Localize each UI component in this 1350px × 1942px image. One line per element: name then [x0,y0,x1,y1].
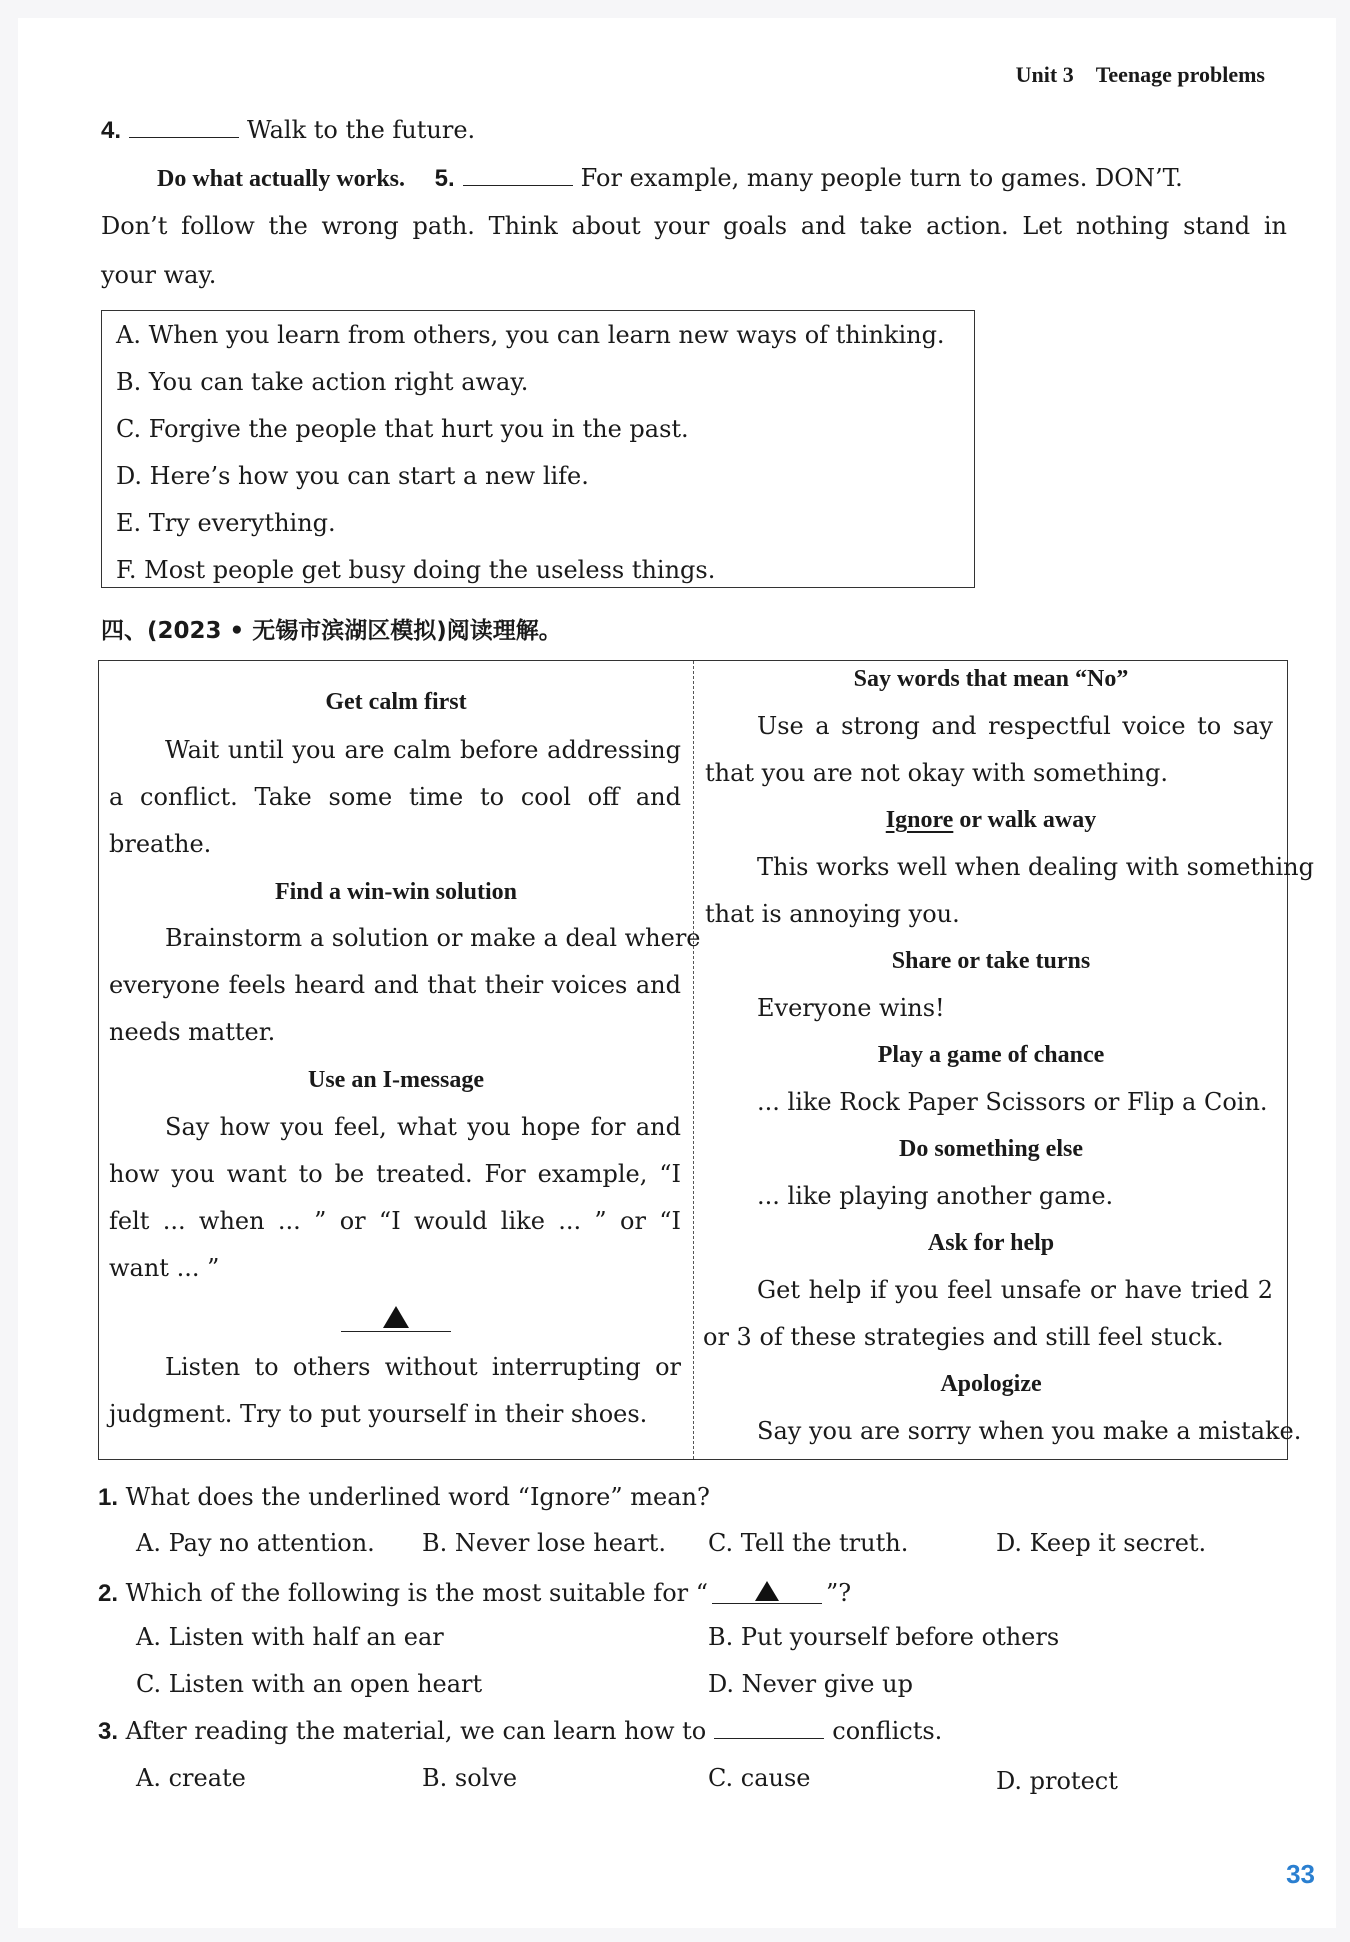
text-line: Get help if you feel unsafe or have tried 2 [757,1276,1273,1304]
text-line: breathe. [109,830,212,858]
text-line: Use a strong and respectful voice to say [757,712,1273,740]
text-line: ... like Rock Paper Scissors or Flip a Coin. [757,1088,1268,1116]
q3-choice-b: B. solve [422,1764,518,1792]
item-5-number: 5. [434,165,455,192]
heading-ask-help: Ask for help [927,1230,1055,1256]
text-line: Say you are sorry when you make a mistake. [757,1417,1302,1445]
item-5-line [157,163,1183,194]
text-line: that is annoying you. [705,900,960,928]
option-c: C. Forgive the people that hurt you in the past. [116,415,689,443]
answer-blank-5 [463,184,573,186]
heading-share: Share or take turns [891,948,1091,974]
heading-i-message: Use an I-message [308,1067,484,1093]
q1-choice-b: B. Never lose heart. [422,1529,666,1557]
unit-title: Teenage problems [1095,62,1265,87]
q2-choice-b: B. Put yourself before others [708,1623,1060,1651]
item-4-text: Walk to the future. [247,116,476,144]
heading-apologize: Apologize [940,1371,1042,1397]
text-line: everyone feels heard and that their voices and [109,971,681,999]
q1-choice-c: C. Tell the truth. [708,1529,909,1557]
underlined-word-ignore: Ignore [885,807,954,833]
heading-something-else: Do something else [899,1136,1083,1162]
q2-choice-c: C. Listen with an open heart [136,1670,483,1698]
q3-choice-c: C. cause [708,1764,811,1792]
question-3-number: 3. [98,1718,119,1745]
item-5-text: For example, many people turn to games. DON’T. [580,164,1183,192]
section-4-heading: 四、(2023 • 无锡市滨湖区模拟)阅读理解。 [101,618,562,644]
para-bold-lead: Do what actually works. [157,166,406,192]
question-2-text: Which of the following is the most suitable for “ [125,1579,709,1607]
question-2 [98,1575,851,1609]
para-line-2: Don’t follow the wrong path. Think about your goals and take action. Let nothing stand in [101,212,1287,240]
heading-game-of-chance: Play a game of chance [877,1042,1105,1068]
q2-choice-a: A. Listen with half an ear [136,1623,444,1651]
question-3 [98,1716,942,1747]
column-divider [693,661,694,1459]
answer-blank-q3 [714,1737,824,1739]
triangle-blank [341,1299,451,1332]
question-3-text-end: conflicts. [832,1717,943,1745]
option-f: F. Most people get busy doing the useless things. [116,556,716,584]
passage-box [98,660,1315,1460]
text-line: felt ... when ... ” or “I would like ... ” or “I [109,1207,681,1235]
question-1 [98,1482,710,1513]
triangle-icon [383,1306,409,1328]
option-b: B. You can take action right away. [116,368,529,396]
question-3-text: After reading the material, we can learn how to [125,1717,707,1745]
heading-say-no: Say words that mean “No” [853,666,1129,692]
question-2-number: 2. [98,1580,119,1607]
para-line-3: your way. [101,261,217,289]
heading-win-win: Find a win-win solution [274,879,518,905]
answer-blank-4 [129,136,239,138]
text-line: ... like playing another game. [757,1182,1114,1210]
unit-label: Unit 3 [1015,62,1074,87]
q2-choice-d: D. Never give up [708,1670,913,1698]
running-header [1016,62,1265,88]
text-line: that you are not okay with something. [705,759,1168,787]
heading-ignore [695,807,1287,834]
triangle-icon [755,1581,779,1601]
text-line: want ... ” [109,1254,220,1282]
q1-choice-a: A. Pay no attention. [136,1529,375,1557]
q3-choice-a: A. create [136,1764,246,1792]
text-line: Listen to others without interrupting or [165,1353,681,1381]
text-line: judgment. Try to put yourself in their shoes. [109,1400,648,1428]
text-line: Everyone wins! [757,994,945,1022]
item-4-line [101,115,475,146]
page-number: 33 [1286,1859,1315,1889]
text-line: or 3 of these strategies and still feel stuck. [703,1323,1224,1351]
question-2-text-end: ”? [826,1579,852,1607]
text-line: This works well when dealing with something [757,853,1315,881]
option-a: A. When you learn from others, you can learn new ways of thinking. [116,321,945,349]
text-line: how you want to be treated. For example, “I [109,1160,681,1188]
text-line: needs matter. [109,1018,276,1046]
q1-choice-d: D. Keep it secret. [996,1529,1207,1557]
text-line: Brainstorm a solution or make a deal where [165,924,701,952]
heading-get-calm: Get calm first [325,689,467,715]
question-1-text: What does the underlined word “Ignore” mean? [125,1483,710,1511]
text-line: a conflict. Take some time to cool off and [109,783,681,811]
triangle-blank-q2 [712,1575,822,1604]
question-1-number: 1. [98,1484,119,1511]
text-line: Say how you feel, what you hope for and [165,1113,681,1141]
option-e: E. Try everything. [116,509,336,537]
options-box [101,310,975,588]
q3-choice-d: D. protect [996,1767,1118,1795]
option-d: D. Here’s how you can start a new life. [116,462,589,490]
heading-ignore-rest: or walk away [953,807,1097,833]
item-4-number: 4. [101,117,122,144]
text-line: Wait until you are calm before addressing [165,736,681,764]
